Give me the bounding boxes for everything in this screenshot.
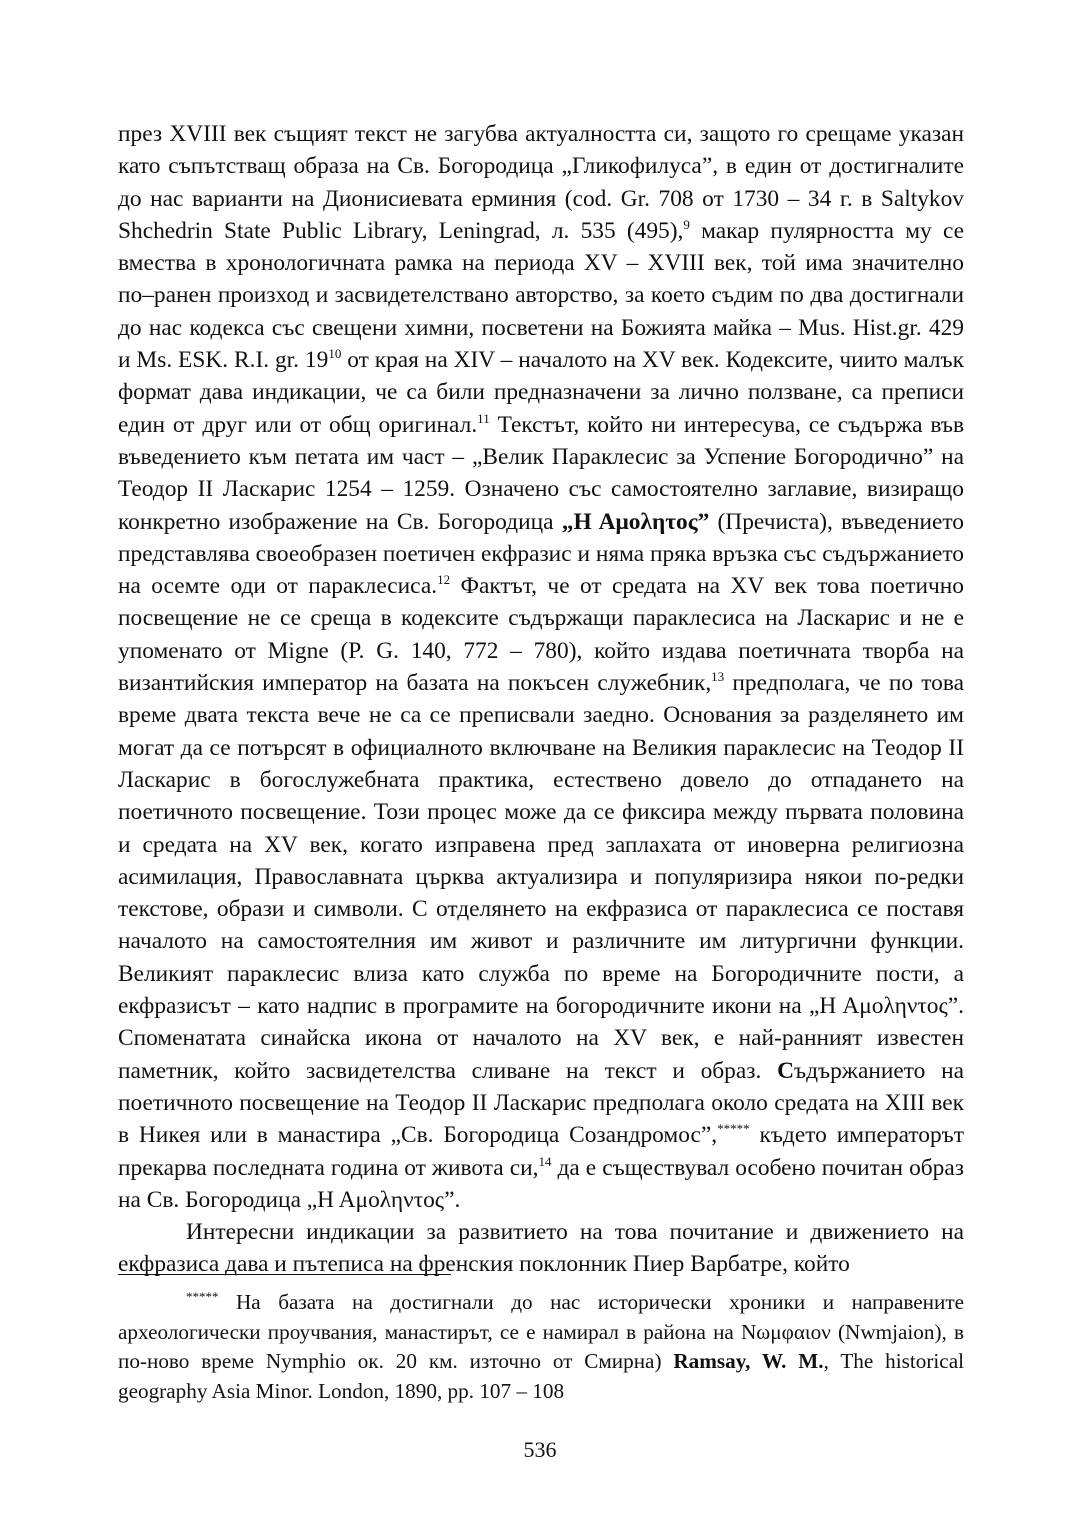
body-text xyxy=(118,118,964,1281)
footnote-text: ***** На базата на достигнали до нас исторически хроники и направените археологически проучвания, манастирът, се е намирал в района на Νωμφαιον (Nwmjaion), в по-ново време Nymphio ок. 20 км. източно от Смирна) Ramsay, W. M., The historical geography Asia Minor. London, 1890, pp. 107 – 108 xyxy=(118,1288,964,1403)
footnote-ref-10[interactable]: 10 xyxy=(328,346,342,362)
paragraph-1: през XVIII век същият текст не загубва актуалността си, защото го срещаме указан като съпътстващ образа на Св. Богородица „Гликофилуса”, в един от достигналите до нас варианти на Дионисиевата ерминия (cod. Gr. 708 от 1730 – 34 г. в Saltykov Shchedrin State Public Library, Leningrad, л. 535 (495),$^9$ макар пулярността му се вмества в хронологичната рамка на периода XV – XVIII век, той има значително по–ранен произход и засвидетелствано авторство, за което съдим по два достигнали до нас кодекса със свещени химни, посветени на Божията майка – Mus. Hist.gr. 429 и Ms. ESK. R.I. gr. $19^{10}$ от края на XIV – началото на XV век. Кодексите, чиито малък формат дава индикации, че са били предназначени за лично ползване, са преписи един от друг или от общ оригинал.$^{11}$ Текстът, който ни интересува, се съдържа във въведението към петата им част – „Велик Параклесис за Успение Богородично” на Теодор II Ласкарис 1254 – 1259. Означено със самостоятелно заглавие, визиращо конкретно изображение на Св. Богородица „Η Αμολητος” (Пречиста), въведението представлява своеобразен поетичен екфразис и няма пряка връзка със съдържанието на осемте оди от параклесиса.$^{12}$ Фактът, че от средата на XV век това поетично посвещение не се среща в кодексите съдържащи параклесиса на Ласкарис и не е упоменато от Migne (P. G. 140, 772 – 780), който издава поетичната творба на византийския император на базата на покъсен служебник,$^{13}$ предполага, че по това време двата текста вече не са се преписвали заедно. Основания за разделянето им могат да се потърсят в официалното включване на Великия параклесис на Теодор II Ласкарис в богослужебната практика, естествено довело до отпадането на поетичното посвещение. Този процес може да се фиксира между първата половина и средата на XV век, когато изправена пред заплахата от иноверна религиозна асимилация, Православната църква актуализира и популяризира някои по-редки текстове, образи и символи. С отделянето на екфразиса от параклесиса се поставя началото на самостоятелния им живот и различните им литургични функции. Великият параклесис влиза като служба по време на Богородичните пости, а екфразисът – като надпис в програмите на богородичните икони на „Η Αμοληντος”. Споменатата синайска икона от началото на XV век, е най-ранният известен паметник, който засвидетелства сливане на текст и образ. Съдържанието на поетичното посвещение на Теодор II Ласкарис предполага около средата на XIII век в Никея или в манастира „Св. Богородица Созандромос”,***** където императорът прекарва последната година от живота си,$^{14}$ да е съществувал особено почитан образ на Св. Богородица „Η Αμοληντος”. xyxy=(118,121,965,1213)
footnote-author: Ramsay, W. M. xyxy=(673,1349,824,1374)
page-number: 536 xyxy=(523,1437,557,1462)
footnote-ref-star[interactable]: ***** xyxy=(717,1121,750,1137)
footnote xyxy=(118,1288,964,1406)
footnote-ref-13[interactable]: 13 xyxy=(711,669,725,685)
footnote-ref-14[interactable]: 14 xyxy=(538,1153,552,1169)
paragraph-2: Интересни индикации за развитието на това почитание и движението на екфразиса дава и пътеписа на френския поклонник Пиер Варбатре, който xyxy=(118,1219,964,1278)
footnote-marker: ***** xyxy=(186,1288,219,1304)
footnote-ref-11[interactable]: 11 xyxy=(477,410,490,426)
footnote-ref-9[interactable]: 9 xyxy=(683,217,690,233)
footnote-divider xyxy=(118,1274,451,1275)
footnote-ref-12[interactable]: 12 xyxy=(437,572,451,588)
icon-title-bold: „Η Αμολητος” xyxy=(561,508,710,535)
bold-initial: С xyxy=(777,1057,794,1084)
